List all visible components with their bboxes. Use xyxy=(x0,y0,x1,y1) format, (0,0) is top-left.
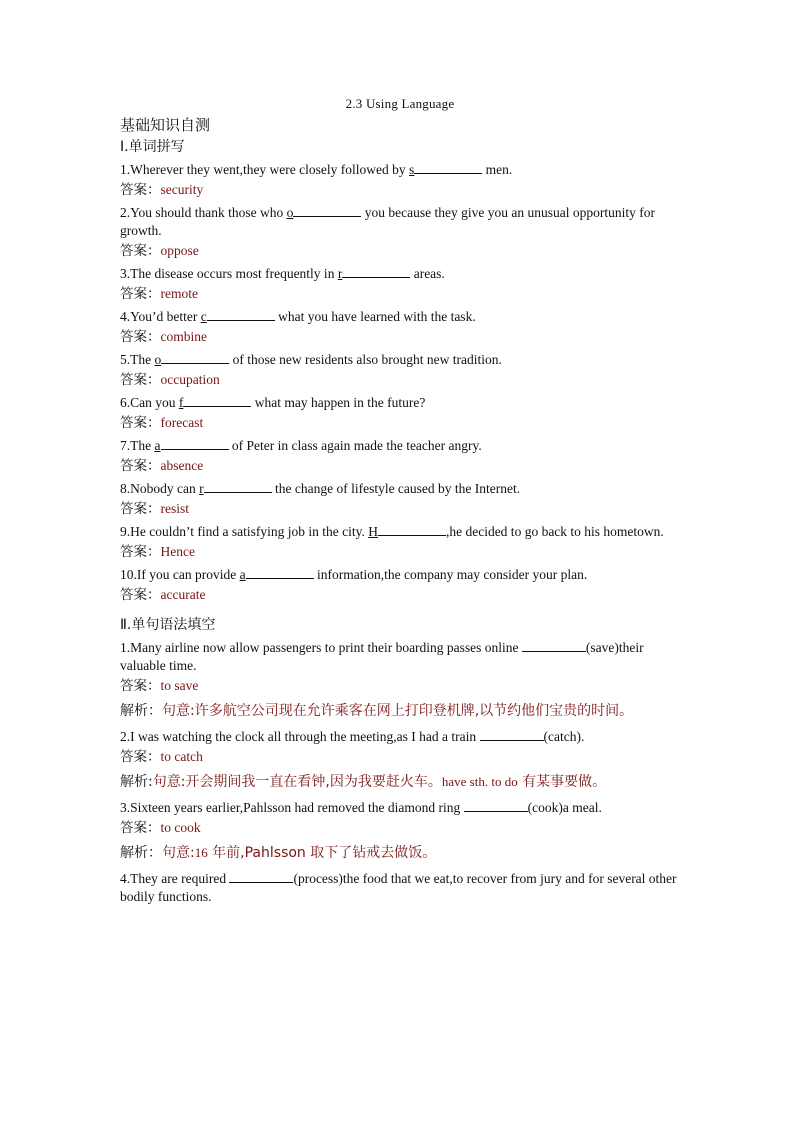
section-2-label: Ⅱ.单句语法填空 xyxy=(120,617,216,633)
question-text-tail: the change of lifestyle caused by the Internet. xyxy=(271,481,521,496)
explanation-text: 句意:许多航空公司现在允许乘客在网上打印登机牌,以节约他们宝贵的时间。 xyxy=(162,703,634,719)
question-text-tail: (cook)a meal. xyxy=(527,800,602,815)
question-text-tail: you because they give you an unusual opportunity for growth. xyxy=(120,205,655,238)
question-item xyxy=(120,870,680,906)
section-2-items xyxy=(120,639,680,906)
answer-blank xyxy=(246,566,314,579)
answer-label: 答案： xyxy=(120,286,161,302)
document-title: 2.3 Using Language xyxy=(345,96,455,111)
answer-blank xyxy=(378,523,446,536)
blank-lead-letter: s xyxy=(409,162,415,177)
answer-label: 答案： xyxy=(120,678,161,694)
answer-line xyxy=(120,817,680,839)
question-text-tail: areas. xyxy=(410,266,445,281)
question-text-tail: information,the company may consider your plan. xyxy=(313,567,588,582)
blank-lead-letter: f xyxy=(178,395,184,410)
answer-label: 答案： xyxy=(120,587,161,603)
explanation-phrase: 16 xyxy=(194,845,208,860)
answer-value: to save xyxy=(160,678,199,693)
explanation-tail: 有某事要做。 xyxy=(517,774,607,790)
answer-blank xyxy=(161,437,229,450)
answer-value: to catch xyxy=(160,749,203,764)
question-text-tail: of those new residents also brought new tradition. xyxy=(229,352,502,367)
question-text-tail: (catch). xyxy=(543,729,585,744)
question-text: 1.Many airline now allow passengers to print their boarding passes online xyxy=(120,640,522,655)
question-item xyxy=(120,437,680,455)
explanation-line xyxy=(120,768,680,796)
answer-blank xyxy=(229,870,293,883)
answer-value: security xyxy=(160,182,204,197)
blank-lead-letter: a xyxy=(154,438,161,453)
page-heading: 基础知识自测 xyxy=(120,116,211,134)
blank-lead-letter: o xyxy=(286,205,294,220)
answer-blank xyxy=(161,351,229,364)
answer-blank xyxy=(464,799,528,812)
question-item xyxy=(120,394,680,412)
question-text: 3.Sixteen years earlier,Pahlsson had removed the diamond ring xyxy=(120,800,464,815)
question-text: 3.The disease occurs most frequently in xyxy=(120,266,338,281)
answer-line xyxy=(120,584,680,606)
answer-label: 答案： xyxy=(120,372,161,388)
question-item xyxy=(120,523,680,541)
explanation-label: 解析： xyxy=(120,845,162,861)
question-item xyxy=(120,799,680,817)
answer-label: 答案： xyxy=(120,329,161,345)
question-text-tail: men. xyxy=(482,162,513,177)
question-text-tail: ,he decided to go back to his hometown. xyxy=(445,524,664,539)
question-text: 8.Nobody can xyxy=(120,481,200,496)
question-text: 10.If you can provide xyxy=(120,567,240,582)
question-text-tail: what you have learned with the task. xyxy=(274,309,476,324)
question-item xyxy=(120,480,680,498)
question-item xyxy=(120,351,680,369)
blank-lead-letter: c xyxy=(200,309,207,324)
answer-line xyxy=(120,541,680,563)
question-item xyxy=(120,204,680,240)
explanation-label: 解析: xyxy=(120,774,153,790)
answer-label: 答案： xyxy=(120,243,161,259)
blank-lead-letter: r xyxy=(199,481,204,496)
answer-value: combine xyxy=(160,329,207,344)
answer-label: 答案： xyxy=(120,749,161,765)
answer-label: 答案： xyxy=(120,458,161,474)
answer-blank xyxy=(522,639,586,652)
question-text-tail: (process)the food that we eat,to recover from jury and for several other bodily functions. xyxy=(120,871,677,904)
explanation-tail: 年前,Pahlsson 取下了钻戒去做饭。 xyxy=(207,845,437,861)
explanation-line xyxy=(120,839,680,867)
question-text: 7.The xyxy=(120,438,155,453)
question-item xyxy=(120,265,680,283)
answer-line xyxy=(120,675,680,697)
question-text: 4.They are required xyxy=(120,871,230,886)
answer-value: accurate xyxy=(160,587,206,602)
answer-value: occupation xyxy=(160,372,220,387)
explanation-line xyxy=(120,697,680,725)
question-text-tail: (save)their valuable time. xyxy=(120,640,644,673)
answer-blank xyxy=(204,480,272,493)
answer-line xyxy=(120,283,680,305)
answer-line xyxy=(120,179,680,201)
answer-value: oppose xyxy=(160,243,199,258)
blank-lead-letter: H xyxy=(368,524,378,539)
question-text: 5.The xyxy=(120,352,155,367)
answer-value: resist xyxy=(160,501,189,516)
question-text: 4.You’d better xyxy=(120,309,201,324)
blank-lead-letter: r xyxy=(337,266,343,281)
question-item xyxy=(120,566,680,584)
answer-value: absence xyxy=(160,458,204,473)
answer-value: forecast xyxy=(160,415,204,430)
answer-line xyxy=(120,455,680,477)
section-1-items xyxy=(120,161,680,606)
answer-line xyxy=(120,326,680,348)
answer-blank xyxy=(207,308,275,321)
question-text: 2.I was watching the clock all through the meeting,as I had a train xyxy=(120,729,480,744)
answer-label: 答案： xyxy=(120,501,161,517)
question-text-tail: of Peter in class again made the teacher angry. xyxy=(228,438,482,453)
answer-value: remote xyxy=(160,286,198,301)
answer-line xyxy=(120,240,680,262)
document-page xyxy=(120,96,680,906)
answer-blank xyxy=(342,265,410,278)
answer-label: 答案： xyxy=(120,182,161,198)
question-item xyxy=(120,728,680,746)
explanation-text: 句意:开会期间我一直在看钟,因为我要赶火车。 xyxy=(152,774,442,790)
answer-label: 答案： xyxy=(120,820,161,836)
answer-value: to cook xyxy=(160,820,201,835)
question-item xyxy=(120,639,680,675)
question-item xyxy=(120,308,680,326)
answer-line xyxy=(120,412,680,434)
answer-label: 答案： xyxy=(120,544,161,560)
answer-line xyxy=(120,369,680,391)
answer-line xyxy=(120,746,680,768)
answer-label: 答案： xyxy=(120,415,161,431)
answer-blank xyxy=(183,394,251,407)
answer-line xyxy=(120,498,680,520)
question-text: 1.Wherever they went,they were closely followed by xyxy=(120,162,410,177)
question-text-tail: what may happen in the future? xyxy=(251,395,426,410)
answer-value: Hence xyxy=(160,544,195,559)
question-text: 9.He couldn’t find a satisfying job in the city. xyxy=(120,524,369,539)
answer-blank xyxy=(480,728,544,741)
question-item xyxy=(120,161,680,179)
blank-lead-letter: a xyxy=(239,567,246,582)
answer-blank xyxy=(414,161,482,174)
question-text: 6.Can you xyxy=(120,395,179,410)
explanation-text: 句意: xyxy=(162,845,195,861)
blank-lead-letter: o xyxy=(154,352,162,367)
explanation-label: 解析： xyxy=(120,703,162,719)
explanation-phrase: have sth. to do xyxy=(441,774,518,789)
answer-blank xyxy=(293,204,361,217)
section-1-label: Ⅰ.单词拼写 xyxy=(120,139,185,155)
question-text: 2.You should thank those who xyxy=(120,205,287,220)
